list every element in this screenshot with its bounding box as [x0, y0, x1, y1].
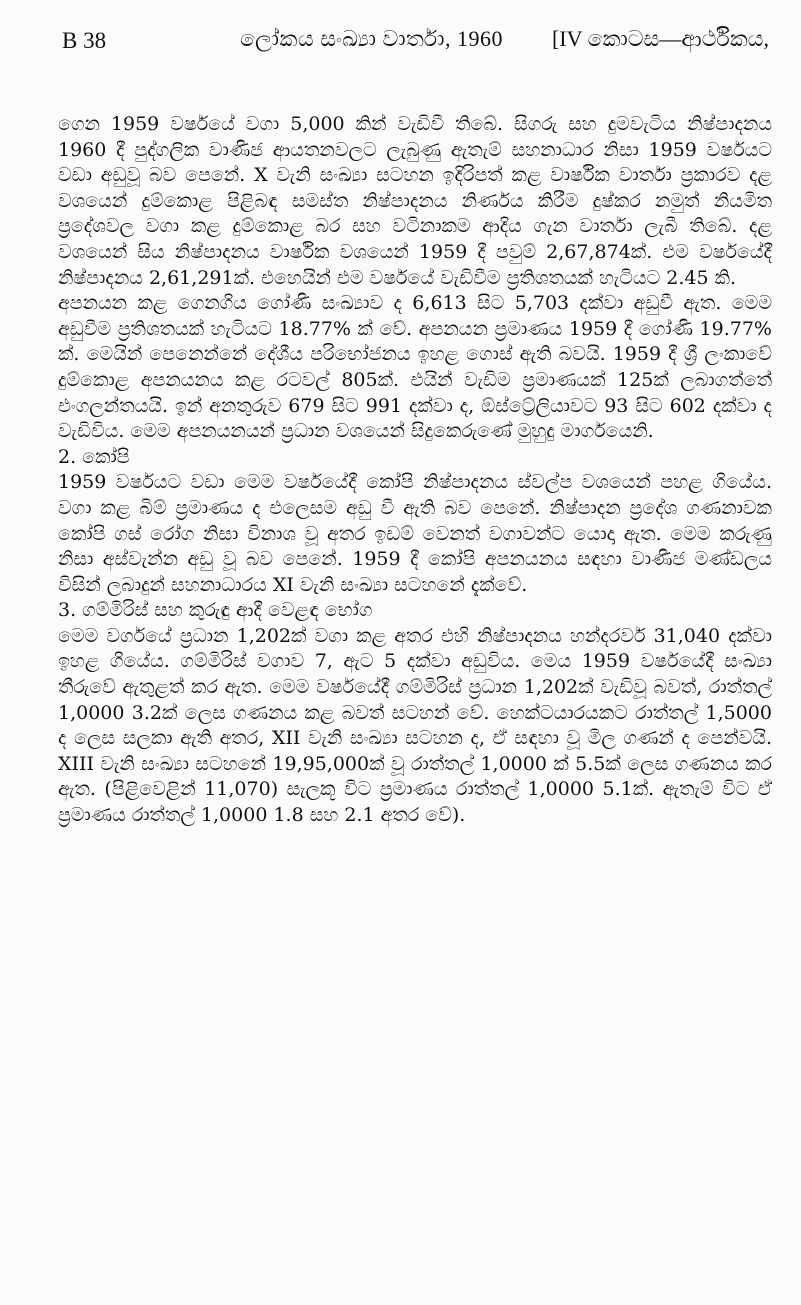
body-text	[58, 112, 772, 829]
running-title: ලෝකය සංඛ්‍යා වාර්තා, 1960	[240, 26, 503, 51]
page-header	[0, 0, 801, 70]
section-3-text: මෙම වර්ගයේ ප්‍රධාන 1,202ක් වගා කළ අතර එහි නිෂ්පාදනය හන්දරවර් 31,040 දක්වා ඉහළ ගියේය. ගම්මිරිස් වගාව 7, ඇට 5 දක්වා අඩුවිය. මෙය 1959 වර්ෂයේදී සංඛ්‍යා තීරුවේ ඇතුළත් කර ඇත. මෙම වර්ෂයේදී ගම්මිරිස් ප්‍රධාන 1,202ක් වැඩිවූ බවත්, රාත්තල් 1,0000 3.2ක් ලෙස ගණනය කළ බවත් සටහන් වේ. හෙක්ටයාරයකට රාත්තල් 1,5000 ද ලෙස සලකා ඇති අතර, XII වැනි සංඛ්‍යා සටහන ද, ඒ සඳහා වූ මිල ගණන් ද පෙන්වයි. XIII වැනි සංඛ්‍යා සටහනේ 19,95,000ක් වූ රාත්තල් 1,0000 ක් 5.5ක් ලෙස ගණනය කර ඇත. (පිළිවෙළින් 11,070) සැලකූ විට ප්‍රමාණය රාත්තල් 1,0000 5.1ක්. ඇතැම් විට ඒ ප්‍රමාණය රාත්තල් 1,0000 1.8 සහ 2.1 අතර වේ).	[58, 624, 772, 827]
section-2-text: 1959 වර්ෂයට වඩා මෙම වර්ෂයේදී කෝපි නිෂ්පාදනය ස්වල්ප වශයෙන් පහළ ගියේය. වගා කළ බිම් ප්‍රමාණය ද එලෙසම අඩු වී ඇති බව පෙනේ. නිෂ්පාදන ප්‍රදේශ ගණනාවක කෝපි ගස් රෝග නිසා විනාශ වූ අතර ඉඩම් වෙනත් වගාවන්ට යොදා ඇත. මෙම කරුණු නිසා අස්වැන්න අඩු වූ බව පෙනේ. 1959 දී කෝපි අපනයනය සඳහා වාණිජ මණ්ඩලය විසින් ලබාදුන් සහනාධාරය XI වැනි සංඛ්‍යා සටහනේ දැක්වේ.	[58, 471, 772, 596]
paragraph-1: ගෙන 1959 වර්ෂයේ වගා 5,000 කින් වැඩිවී තිබේ. සිගරු සහ දුමවැටිය නිෂ්පාදනය 1960 දී පුද්ගලික වාණිජ ආයතනවලට ලැබුණු ඇතැම් සහනාධාර නිසා 1959 වර්ෂයට වඩා අඩුවූ බව පෙනේ. X වැනි සංඛ්‍යා සටහන ඉදිරිපත් කළ වාර්ෂික වාර්තා ප්‍රකාරව දළ වශයෙන් දුම්කොළ පිළිබඳ සමස්ත නිෂ්පාදනය නිර්ණය කිරීම දුෂ්කර නමුත් නියමිත ප්‍රදේශවල වගා කළ දුම්කොළ බර සහ වටිනාකම ආදිය ගැන වාර්තා ලැබී තිබේ. දළ වශයෙන් සිය නිෂ්පාදනය වාර්ෂික වශයෙන් 1959 දී පවුම් 2,67,874ක්. එම වර්ෂයේදී නිෂ්පාදනය 2,61,291ක්. එහෙයින් එම වර්ෂයේ වැඩිවීම ප්‍රතිශතයක් හැටියට 2.45 කි.	[58, 113, 772, 289]
section-2-heading: 2. කෝපි	[58, 445, 130, 468]
page-number: B 38	[62, 28, 107, 53]
paragraph-2: අපනයන කළ ගෙනගිය ගෝණි සංඛ්‍යාව ද 6,613 සිට 5,703 දක්වා අඩුවී ඇත. මෙම අඩුවීම ප්‍රතිශතයක් හැටියට 18.77% ක් වේ. අපනයන ප්‍රමාණය 1959 දී ගෝණි 19.77% ක්. මෙයින් පෙනෙන්නේ දේශීය පරිභෝජනය ඉහළ ගොස් ඇති බවයි. 1959 දී ශ්‍රී ලංකාවේ දුම්කොළ අපනයනය කළ රටවල් 805ක්. එයින් වැඩිම ප්‍රමාණයක් 125ක් ලබාගත්තේ එංගලන්තයයි. ඉන් අනතුරුව 679 සිට 991 දක්වා ද, ඕස්ට්‍රේලියාවට 93 සිට 602 දක්වා ද වැඩිවිය. මෙම අපනයනයන් ප්‍රධාන වශයෙන් සිදුකෙරුණේ මුහුදු මාර්ගයෙනි.	[58, 292, 772, 443]
section-title: [IV කොටස—ආර්ථිකය,	[551, 26, 769, 51]
section-3-heading: 3. ගම්මිරිස් සහ කුරුඳු ආදී වෙළඳ භෝග	[58, 599, 373, 622]
